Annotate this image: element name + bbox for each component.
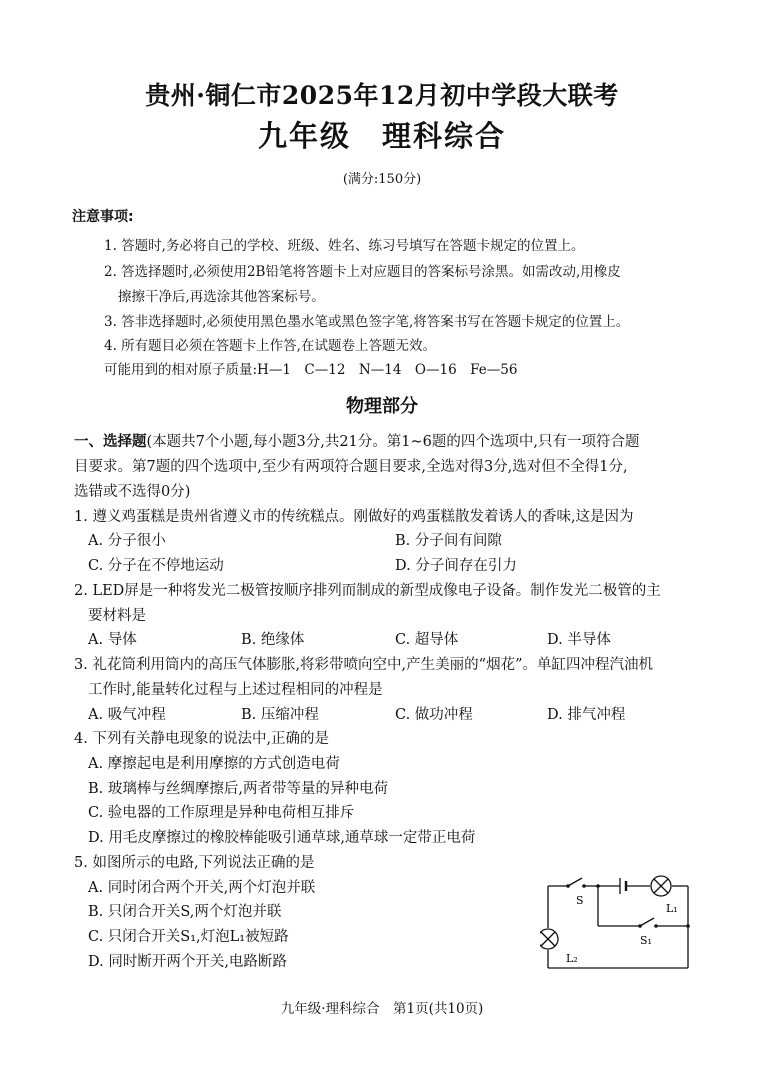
option: B. 玻璃棒与丝绸摩擦后,两者带等量的异种电荷 [88, 781, 388, 797]
switch-s-blade [568, 878, 582, 886]
junction-dot [596, 884, 600, 888]
option: C. 只闭合开关S₁,灯泡L₁被短路 [88, 929, 289, 945]
contact-dot [638, 924, 642, 928]
exam-title: 贵州·铜仁市2025年12月初中学段大联考 [145, 81, 619, 110]
option: C. 超导体 [395, 632, 459, 648]
option: D. 分子间存在引力 [395, 558, 517, 574]
option: D. 排气冲程 [547, 707, 626, 723]
option: A. 分子很小 [88, 533, 166, 549]
junction-dot [686, 924, 690, 928]
option: C. 分子在不停地运动 [88, 558, 224, 574]
notice-item: 1. 答题时,务必将自己的学校、班级、姓名、练习号填写在答题卡规定的位置上。 [104, 238, 585, 254]
option: A. 同时闭合两个开关,两个灯泡并联 [88, 880, 316, 896]
notice-item: 擦擦干净后,再选涂其他答案标号。 [118, 289, 325, 305]
option: B. 分子间有间隙 [395, 533, 502, 549]
question-stem: 1. 遵义鸡蛋糕是贵州省遵义市的传统糕点。刚做好的鸡蛋糕散发着诱人的香味,这是因为 [74, 509, 634, 525]
part-desc: 选错或不选得0分) [74, 484, 191, 500]
part-instructions [74, 430, 639, 451]
exam-subject: 九年级 理科综合 [257, 119, 506, 153]
question-stem: 工作时,能量转化过程与上述过程相同的冲程是 [88, 682, 383, 698]
option: D. 用毛皮摩擦过的橡胶棒能吸引通草球,通草球一定带正电荷 [88, 830, 476, 846]
option: D. 同时断开两个开关,电路断路 [88, 954, 287, 970]
notice-item: 4. 所有题目必须在答题卡上作答,在试题卷上答题无效。 [104, 338, 436, 354]
lamp-l2-icon [540, 929, 558, 949]
part-label: 一、选择题 [74, 434, 147, 450]
notice-item: 2. 答选择题时,必须使用2B铅笔将答题卡上对应题目的答案标号涂黑。如需改动,用橡皮 [104, 264, 621, 280]
notice-item: 3. 答非选择题时,必须使用黑色墨水笔或黑色签字笔,将答案书写在答题卡规定的位置上。 [104, 314, 630, 330]
contact-dot [582, 884, 586, 888]
lamp-l2-label: L₂ [566, 952, 578, 965]
option: B. 绝缘体 [241, 632, 305, 648]
atomic-masses: 可能用到的相对原子质量:H—1 C—12 N—14 O—16 Fe—56 [104, 362, 518, 378]
lamp-l1-label: L₁ [666, 902, 678, 915]
option: C. 验电器的工作原理是异种电荷相互排斥 [88, 805, 355, 821]
notice-heading: 注意事项: [72, 209, 134, 225]
option: D. 半导体 [547, 632, 611, 648]
part-desc: (本题共7个小题,每小题3分,共21分。第1~6题的四个选项中,只有一项符合题 [146, 434, 640, 450]
question-stem: 5. 如图所示的电路,下列说法正确的是 [74, 855, 315, 871]
option: C. 做功冲程 [395, 707, 473, 723]
page-footer: 九年级·理科综合 第1页(共10页) [280, 1001, 484, 1017]
full-score: (满分:150分) [342, 172, 422, 187]
question-stem: 4. 下列有关静电现象的说法中,正确的是 [74, 731, 330, 747]
option: A. 吸气冲程 [88, 707, 166, 723]
option: A. 导体 [88, 632, 137, 648]
option: B. 只闭合开关S,两个灯泡并联 [88, 904, 282, 920]
contact-dot [566, 884, 570, 888]
switch-s-label: S [576, 894, 584, 907]
question-stem: 3. 礼花筒利用筒内的高压气体膨胀,将彩带喷向空中,产生美丽的“烟花”。单缸四冲程汽油机 [74, 657, 653, 673]
contact-dot [654, 924, 658, 928]
switch-s1-label: S₁ [640, 934, 652, 947]
option: A. 摩擦起电是利用摩擦的方式创造电荷 [88, 756, 340, 772]
part-desc: 目要求。第7题的四个选项中,至少有两项符合题目要求,全选对得3分,选对但不全得1分, [74, 459, 628, 475]
section-title: 物理部分 [346, 396, 418, 417]
question-stem: 2. LED屏是一种将发光二极管按顺序排列而制成的新型成像电子设备。制作发光二极管的主 [74, 583, 661, 599]
option: B. 压缩冲程 [241, 707, 319, 723]
question-stem: 要材料是 [88, 608, 146, 624]
circuit-diagram [540, 870, 700, 974]
switch-s1-blade [640, 918, 654, 926]
